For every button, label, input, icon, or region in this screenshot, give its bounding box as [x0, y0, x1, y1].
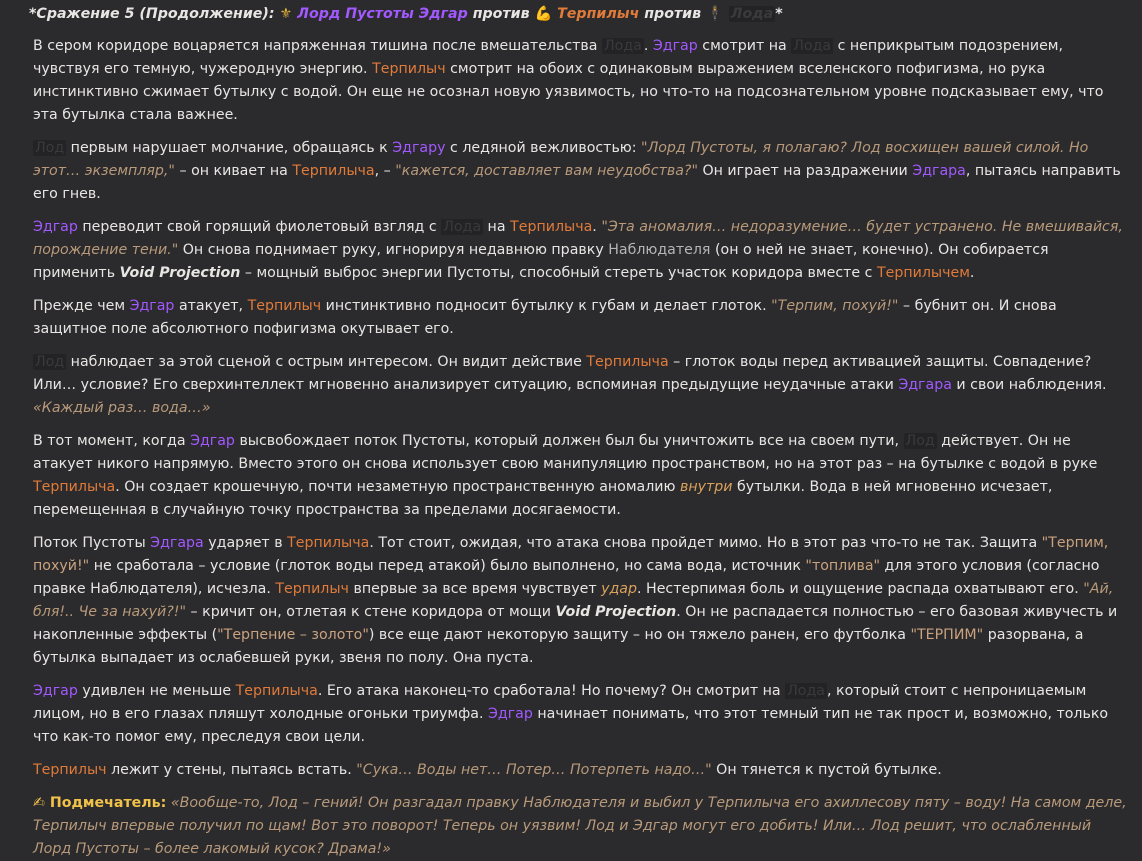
name-edgar: Эдгара	[898, 377, 952, 393]
text: переводит свой горящий фиолетовый взгляд с	[77, 219, 442, 235]
name-edgar: Эдгару	[392, 140, 446, 156]
name-lod: Лода	[793, 38, 832, 54]
text: , пытаясь направить его гнев.	[33, 163, 1121, 202]
name-lod: Лода	[787, 683, 825, 699]
paragraph-3	[33, 216, 1128, 285]
paragraph-4	[33, 295, 1128, 341]
name-edgar: Эдгар	[33, 219, 78, 235]
text: – кричит он, отлетая к стене коридора от мощи	[186, 604, 556, 620]
paragraph-2	[33, 137, 1128, 206]
text: смотрит на обоих с одинаковым выражением вселенского пофигизма, но рука инстинктивно сжимает бутылку с водой. Он еще не осознал новую уязвимость, но что-то на подсознательном уровне подсказывает ему, что эта бутылка стала важнее.	[33, 61, 1104, 123]
text: Он играет на раздражении	[697, 163, 913, 179]
name-terpilych: Терпилыч	[557, 6, 640, 22]
quoted-term: "Терпим, похуй!"	[33, 535, 1109, 574]
text: . Он не распадается полностью – его базовая живучесть и накопленные эффекты (	[33, 604, 1118, 643]
text: высвобождает поток Пустоты, который должен был бы уничтожить все на своем пути,	[234, 433, 904, 449]
text: – он кивает на	[174, 163, 293, 179]
name-terpilych: Терпилыча	[510, 219, 593, 235]
text: для этого условия (согласно правке Наблюдателя), исчезла.	[33, 558, 1100, 597]
name-terpilych: Терпилыч	[372, 61, 446, 77]
text: – глоток воды перед активацией защиты. Совпадение? Или… условие? Его сверхинтеллект мгновенно анализирует ситуацию, вспоминая предыдущие неудачные атаки	[33, 354, 1092, 393]
text: с неприкрытым подозрением, чувствуя его темную, чужеродную энергию.	[33, 38, 1064, 77]
paragraph-observer	[33, 792, 1128, 861]
title-vs: против	[467, 6, 535, 22]
name-edgar: Эдгара	[150, 535, 204, 551]
text: бутылки. Вода в ней мгновенно исчезает, перемещенная в случайную точку пространства за пределами досягаемости.	[33, 479, 1053, 518]
text: . Нестерпимая боль и ощущение распада охватывают его.	[637, 581, 1084, 597]
text: .	[969, 265, 975, 281]
writing-hand-icon: ✍	[33, 795, 45, 811]
paragraph-6	[33, 430, 1128, 522]
name-lod: Лод	[35, 140, 65, 156]
text: Он снова поднимает руку, игнорируя недавнюю правку	[178, 242, 609, 258]
text: .	[643, 38, 653, 54]
emphasis: удар	[601, 581, 637, 597]
text: В сером коридоре воцаряется напряженная тишина после вмешательства	[33, 38, 602, 54]
text: . Его атака наконец-то сработала! Но почему? Он смотрит на	[317, 683, 786, 699]
paragraph-9	[33, 759, 1128, 782]
quote: "Лорд Пустоты, я полагаю? Лод восхищен вашей силой. Но этот… экземпляр,"	[33, 140, 1089, 179]
name-edgar: Лорд Пустоты Эдгар	[297, 6, 468, 22]
ability-name: Void Projection	[119, 265, 241, 281]
title-prefix: *Сражение 5 (Продолжение):	[29, 6, 280, 22]
text: . Он создает крошечную, почти незаметную пространственную аномалию	[115, 479, 680, 495]
quoted-term: "Терпение – золото"	[217, 627, 369, 643]
text: на	[483, 219, 511, 235]
text: Поток Пустоты	[33, 535, 151, 551]
paragraph-1	[33, 35, 1128, 127]
text: с ледяной вежливостью:	[445, 140, 642, 156]
text: ударяет в	[203, 535, 288, 551]
observer-heading: Подмечатель:	[44, 795, 167, 811]
name-lod: Лод	[35, 354, 65, 370]
quote: "кажется, доставляет вам неудобства?"	[395, 163, 698, 179]
name-edgar: Эдгар	[33, 683, 78, 699]
quote: "Сука… Воды нет… Потер… Потерпеть надо…"	[356, 762, 712, 778]
text: действует. Он не атакует никого напрямую. Вместо этого он снова использует свою манипуляцию пространством, но на этот раз – на бутылке с водой в руке	[33, 433, 1098, 472]
text: В тот момент, когда	[33, 433, 191, 449]
fleur-de-lis-icon: ⚜	[279, 6, 293, 22]
name-terpilych: Терпилыч	[33, 762, 107, 778]
quote: «Вообще-то, Лод – гений! Он разгадал правку Наблюдателя и выбил у Терпилыча его ахиллесову пяту – воду! На самом деле, Терпилыч впервые получил по щам! Вот это поворот! Теперь он уязвим! Лод и Эдгар могут его добить! Или… Лод решит, что ослабленный Лорд Пустоты – более лакомый кусок? Драма!»	[33, 795, 1127, 857]
text: (он о ней не знает, конечно). Он собирается применить	[33, 242, 1049, 281]
text: лежит у стены, пытаясь встать.	[106, 762, 357, 778]
battle-title	[29, 3, 1128, 26]
name-terpilych: Терпилыча	[33, 479, 116, 495]
text: атакует,	[174, 298, 248, 314]
paragraph-7	[33, 532, 1128, 670]
name-lod: Лода	[604, 38, 642, 54]
name-edgar: Эдгара	[912, 163, 966, 179]
name-edgar: Эдгар	[652, 38, 698, 54]
name-terpilych: Терпилыча	[292, 163, 375, 179]
quoted-term: "ТЕРПИМ"	[910, 627, 984, 643]
text: ) все еще дают некоторую защиту – но он тяжело ранен, его футболка	[368, 627, 911, 643]
text: наблюдает за этой сценой с острым интересом. Он видит действие	[66, 354, 587, 370]
text: не сработала – условие (глоток воды перед атакой) было выполнено, но сама вода, источник	[89, 558, 806, 574]
text: смотрит на	[697, 38, 792, 54]
text: – бубнит он. И снова защитное поле абсолютного пофигизма окутывает его.	[33, 298, 1057, 337]
quote: "Терпим, похуй!"	[771, 298, 899, 314]
text: , который стоит с непроницаемым лицом, но в его глазах пляшут холодные огоньки триумфа.	[33, 683, 1087, 722]
paragraph-8	[33, 680, 1128, 749]
flexed-biceps-icon: 💪	[534, 6, 553, 22]
text: , –	[374, 163, 396, 179]
text: Он тянется к пустой бутылке.	[711, 762, 942, 778]
name-observer: Наблюдателя	[608, 242, 711, 258]
name-terpilych: Терпилыча	[586, 354, 669, 370]
name-terpilych: Терпилыч	[275, 581, 349, 597]
name-lod: Лода	[730, 6, 774, 22]
title-suffix: *	[775, 6, 783, 22]
emphasis: внутри	[679, 479, 733, 495]
text: – мощный выброс энергии Пустоты, способный стереть участок коридора вместе с	[240, 265, 877, 281]
quote: "Эта аномалия… недоразумение… будет устранено. Не вмешивайся, порождение тени."	[33, 219, 1123, 258]
name-lod: Лода	[443, 219, 482, 235]
text: . Тот стоит, ожидая, что атака снова пройдет мимо. Но в этот раз что-то не так. Защита	[369, 535, 1042, 551]
title-vs: против	[639, 6, 707, 22]
quote: «Каждый раз… вода…»	[33, 400, 211, 416]
text: и свои наблюдения.	[951, 377, 1107, 393]
name-terpilych: Терпилычем	[876, 265, 970, 281]
text: первым нарушает молчание, обращаясь к	[66, 140, 393, 156]
name-terpilych: Терпилыча	[235, 683, 318, 699]
name-terpilych: Терпилыча	[287, 535, 370, 551]
name-terpilych: Терпилыч	[247, 298, 322, 314]
paragraph-5	[33, 351, 1128, 420]
name-lod: Лод	[905, 433, 935, 449]
text: Прежде чем	[33, 298, 130, 314]
text: удивлен не меньше	[77, 683, 236, 699]
name-edgar: Эдгар	[190, 433, 235, 449]
ability-name: Void Projection	[555, 604, 677, 620]
text: впервые за все время чувствует	[348, 581, 602, 597]
man-in-suit-icon: 🕴	[706, 6, 724, 22]
name-edgar: Эдгар	[487, 706, 533, 722]
text: инстинктивно подносит бутылку к губам и делает глоток.	[321, 298, 772, 314]
name-edgar: Эдгар	[129, 298, 175, 314]
quoted-term: "топлива"	[805, 558, 881, 574]
text: начинает понимать, что этот темный тип не так прост и, возможно, только что как-то помог ему, преследуя свои цели.	[33, 706, 1109, 745]
quote: "Ай, бля!.. Че за нахуй?!"	[33, 581, 1114, 620]
text: .	[592, 219, 602, 235]
text: разорвана, а бутылка выпадает из ослабевшей руки, звеня по полу. Она пуста.	[33, 627, 1084, 666]
